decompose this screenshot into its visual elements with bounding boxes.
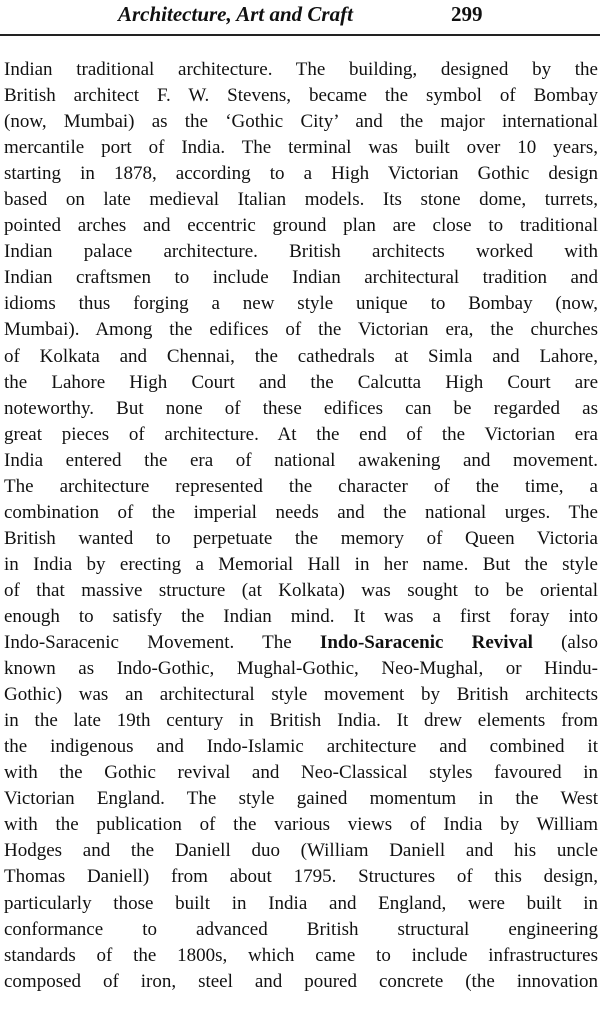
text-segment: (also <box>561 632 599 654</box>
text-line: composed of iron, steel and poured concrete (the innovation <box>4 970 598 992</box>
text-line: (now, Mumbai) as the ‘Gothic City’ and the major international <box>4 111 598 133</box>
text-line: British architect F. W. Stevens, became the symbol of Bombay <box>4 85 598 107</box>
text-line: with the publication of the various views of India by William <box>4 814 598 836</box>
page-number: 299 <box>451 2 483 26</box>
text-segment: Indo-Saracenic Movement. The <box>4 632 292 654</box>
text-line: starting in 1878, according to a High Victorian Gothic design <box>4 163 598 185</box>
text-line-with-bold-term <box>4 630 598 656</box>
text-line: Indian palace architecture. British architects worked with <box>4 241 598 263</box>
text-line: enough to satisfy the Indian mind. It was a first foray into <box>4 605 598 627</box>
text-line: Victorian England. The style gained momentum in the West <box>4 788 598 810</box>
running-title: Architecture, Art and Craft <box>118 2 353 26</box>
text-line: in India by erecting a Memorial Hall in her name. But the style <box>4 553 598 575</box>
text-line: Indian traditional architecture. The building, designed by the <box>4 59 598 80</box>
text-line: great pieces of architecture. At the end of the Victorian era <box>4 423 598 445</box>
text-line: particularly those built in India and England, were built in <box>4 892 598 914</box>
text-line: pointed arches and eccentric ground plan are close to traditional <box>4 215 598 237</box>
text-line: British wanted to perpetuate the memory of Queen Victoria <box>4 527 598 549</box>
text-line: based on late medieval Italian models. Its stone dome, turrets, <box>4 189 598 211</box>
running-header <box>0 0 600 36</box>
text-line: Indian craftsmen to include Indian architectural tradition and <box>4 267 598 289</box>
body-paragraph <box>4 57 598 995</box>
text-line: with the Gothic revival and Neo-Classical styles favoured in <box>4 762 598 784</box>
text-line: Gothic) was an architectural style movement by British architects <box>4 684 598 706</box>
text-line: India entered the era of national awakening and movement. <box>4 449 598 471</box>
text-line: mercantile port of India. The terminal was built over 10 years, <box>4 137 598 159</box>
text-line: idioms thus forging a new style unique to Bombay (now, <box>4 293 598 315</box>
text-line: the indigenous and Indo-Islamic architecture and combined it <box>4 736 598 758</box>
text-line: the Lahore High Court and the Calcutta High Court are <box>4 371 598 393</box>
text-line: conformance to advanced British structural engineering <box>4 918 598 940</box>
bold-term: Indo-Saracenic Revival <box>319 632 533 654</box>
text-line: standards of the 1800s, which came to include infrastructures <box>4 944 598 966</box>
text-line: Mumbai). Among the edifices of the Victorian era, the churches <box>4 319 598 341</box>
text-line: Thomas Daniell) from about 1795. Structures of this design, <box>4 866 598 888</box>
text-line: The architecture represented the character of the time, a <box>4 475 598 497</box>
text-line: of Kolkata and Chennai, the cathedrals at Simla and Lahore, <box>4 345 598 367</box>
text-line: noteworthy. But none of these edifices can be regarded as <box>4 397 598 419</box>
text-line: of that massive structure (at Kolkata) was sought to be oriental <box>4 579 598 601</box>
text-line: known as Indo-Gothic, Mughal-Gothic, Neo-Mughal, or Hindu- <box>4 658 598 680</box>
text-line: combination of the imperial needs and the national urges. The <box>4 501 598 523</box>
text-line: in the late 19th century in British India. It drew elements from <box>4 710 598 732</box>
text-line: Hodges and the Daniell duo (William Daniell and his uncle <box>4 840 598 862</box>
